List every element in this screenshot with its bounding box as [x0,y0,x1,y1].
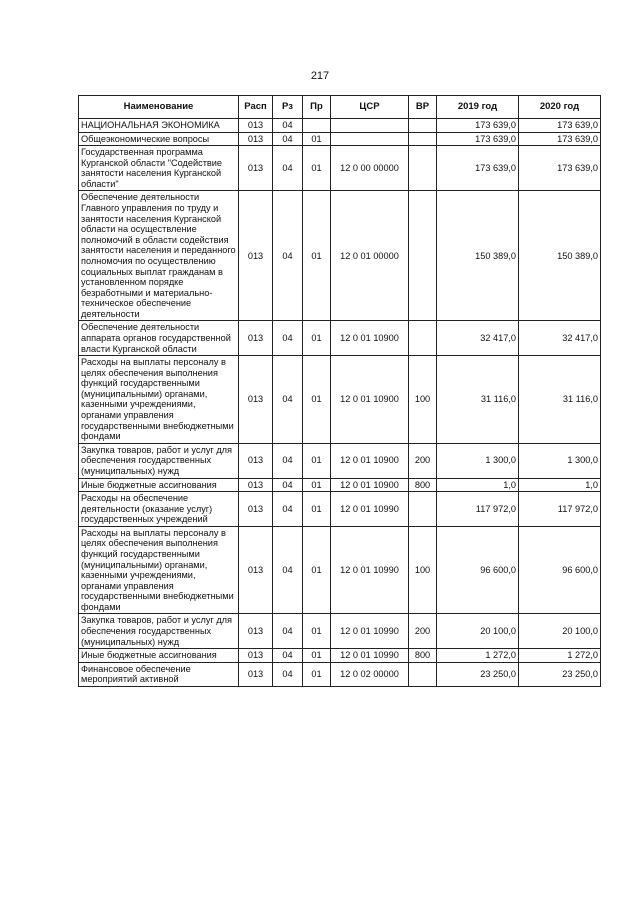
header-vr: ВР [409,96,437,119]
table-row [79,119,601,133]
cell-vr: 800 [409,649,437,663]
cell-y2019: 173 639,0 [437,146,519,191]
cell-pr [303,119,331,133]
cell-pr: 01 [303,662,331,686]
cell-csr: 12 0 02 00000 [331,662,409,686]
cell-y2020: 173 639,0 [519,132,601,146]
header-name: Наименование [79,96,239,119]
cell-y2020: 31 116,0 [519,356,601,444]
cell-vr [409,492,437,527]
cell-rasp: 013 [239,443,273,478]
cell-rz: 04 [273,492,303,527]
cell-y2019: 20 100,0 [437,614,519,649]
table-row [79,191,601,321]
cell-rasp: 013 [239,526,273,614]
cell-csr: 12 0 01 10900 [331,443,409,478]
cell-vr: 100 [409,526,437,614]
page-number: 217 [310,70,330,82]
cell-name: Государственная программа Курганской области "Содействие занятости населения Курганской области" [79,146,239,191]
cell-rz: 04 [273,526,303,614]
cell-csr: 12 0 01 10900 [331,321,409,356]
cell-csr: 12 0 01 10990 [331,614,409,649]
cell-rasp: 013 [239,356,273,444]
cell-y2019: 1 272,0 [437,649,519,663]
cell-y2019: 96 600,0 [437,526,519,614]
cell-rasp: 013 [239,492,273,527]
cell-vr [409,662,437,686]
cell-y2019: 32 417,0 [437,321,519,356]
cell-pr: 01 [303,132,331,146]
header-rz: Рз [273,96,303,119]
cell-y2019: 1,0 [437,478,519,492]
cell-pr: 01 [303,478,331,492]
cell-rz: 04 [273,119,303,133]
cell-y2019: 173 639,0 [437,119,519,133]
cell-rz: 04 [273,132,303,146]
cell-vr [409,321,437,356]
table-row [79,146,601,191]
cell-y2020: 117 972,0 [519,492,601,527]
cell-rasp: 013 [239,478,273,492]
cell-vr [409,146,437,191]
cell-vr [409,132,437,146]
cell-csr: 12 0 01 10990 [331,649,409,663]
cell-pr: 01 [303,356,331,444]
cell-rasp: 013 [239,649,273,663]
cell-rz: 04 [273,662,303,686]
table-row [79,614,601,649]
cell-name: Обеспечение деятельности аппарата органов государственной власти Курганской области [79,321,239,356]
cell-csr [331,119,409,133]
table-row [79,478,601,492]
cell-rz: 04 [273,146,303,191]
cell-vr: 800 [409,478,437,492]
cell-name: Закупка товаров, работ и услуг для обеспечения государственных (муниципальных) нужд [79,614,239,649]
cell-pr: 01 [303,649,331,663]
header-2019: 2019 год [437,96,519,119]
cell-y2019: 1 300,0 [437,443,519,478]
cell-rasp: 013 [239,132,273,146]
table-header-row [79,96,601,119]
cell-name: Иные бюджетные ассигнования [79,478,239,492]
table-row [79,492,601,527]
cell-name: Расходы на выплаты персоналу в целях обеспечения выполнения функций государственными (муниципальными) органами, казенными учреждениями, органами управления государственными внебюджетными фондами [79,356,239,444]
budget-table [78,95,601,687]
table-row [79,132,601,146]
table-row [79,356,601,444]
cell-name: Расходы на обеспечение деятельности (оказание услуг) государственных учреждений [79,492,239,527]
cell-rz: 04 [273,649,303,663]
cell-y2020: 1 300,0 [519,443,601,478]
cell-name: Финансовое обеспечение мероприятий активной [79,662,239,686]
cell-rasp: 013 [239,146,273,191]
table-row [79,662,601,686]
cell-y2020: 20 100,0 [519,614,601,649]
cell-y2020: 32 417,0 [519,321,601,356]
cell-vr: 200 [409,614,437,649]
table-row [79,526,601,614]
cell-csr [331,132,409,146]
cell-rasp: 013 [239,119,273,133]
cell-csr: 12 0 01 10900 [331,478,409,492]
cell-y2019: 173 639,0 [437,132,519,146]
cell-y2020: 1,0 [519,478,601,492]
cell-rasp: 013 [239,321,273,356]
table-row [79,321,601,356]
cell-rasp: 013 [239,662,273,686]
cell-name: Общеэкономические вопросы [79,132,239,146]
cell-pr: 01 [303,614,331,649]
cell-y2020: 23 250,0 [519,662,601,686]
header-pr: Пр [303,96,331,119]
cell-rz: 04 [273,443,303,478]
cell-rz: 04 [273,191,303,321]
cell-y2019: 117 972,0 [437,492,519,527]
cell-pr: 01 [303,443,331,478]
cell-vr [409,119,437,133]
header-rasp: Расп [239,96,273,119]
cell-rasp: 013 [239,191,273,321]
table-row [79,649,601,663]
cell-y2020: 173 639,0 [519,146,601,191]
cell-name: Закупка товаров, работ и услуг для обеспечения государственных (муниципальных) нужд [79,443,239,478]
cell-y2020: 96 600,0 [519,526,601,614]
cell-y2019: 150 389,0 [437,191,519,321]
cell-name: Иные бюджетные ассигнования [79,649,239,663]
header-csr: ЦСР [331,96,409,119]
cell-rz: 04 [273,614,303,649]
cell-pr: 01 [303,146,331,191]
cell-y2020: 173 639,0 [519,119,601,133]
cell-pr: 01 [303,191,331,321]
cell-pr: 01 [303,526,331,614]
cell-rz: 04 [273,321,303,356]
header-2020: 2020 год [519,96,601,119]
cell-name: Обеспечение деятельности Главного управления по труду и занятости населения Курганской области на осуществление полномочий в области содействия занятости населения и переданного полномочия по осуществлению социальных выплат гражданам в установленном порядке безработными и материально-техническое обеспечение деятельности [79,191,239,321]
table-row [79,443,601,478]
cell-rz: 04 [273,356,303,444]
cell-vr: 100 [409,356,437,444]
cell-name: Расходы на выплаты персоналу в целях обеспечения выполнения функций государственными (муниципальными) органами, казенными учреждениями, органами управления государственными внебюджетными фондами [79,526,239,614]
cell-pr: 01 [303,321,331,356]
cell-vr [409,191,437,321]
cell-vr: 200 [409,443,437,478]
cell-csr: 12 0 00 00000 [331,146,409,191]
cell-rz: 04 [273,478,303,492]
cell-csr: 12 0 01 10990 [331,492,409,527]
cell-csr: 12 0 01 00000 [331,191,409,321]
cell-rasp: 013 [239,614,273,649]
cell-y2020: 150 389,0 [519,191,601,321]
cell-y2020: 1 272,0 [519,649,601,663]
cell-y2019: 31 116,0 [437,356,519,444]
cell-name: НАЦИОНАЛЬНАЯ ЭКОНОМИКА [79,119,239,133]
cell-pr: 01 [303,492,331,527]
cell-y2019: 23 250,0 [437,662,519,686]
cell-csr: 12 0 01 10990 [331,526,409,614]
cell-csr: 12 0 01 10900 [331,356,409,444]
